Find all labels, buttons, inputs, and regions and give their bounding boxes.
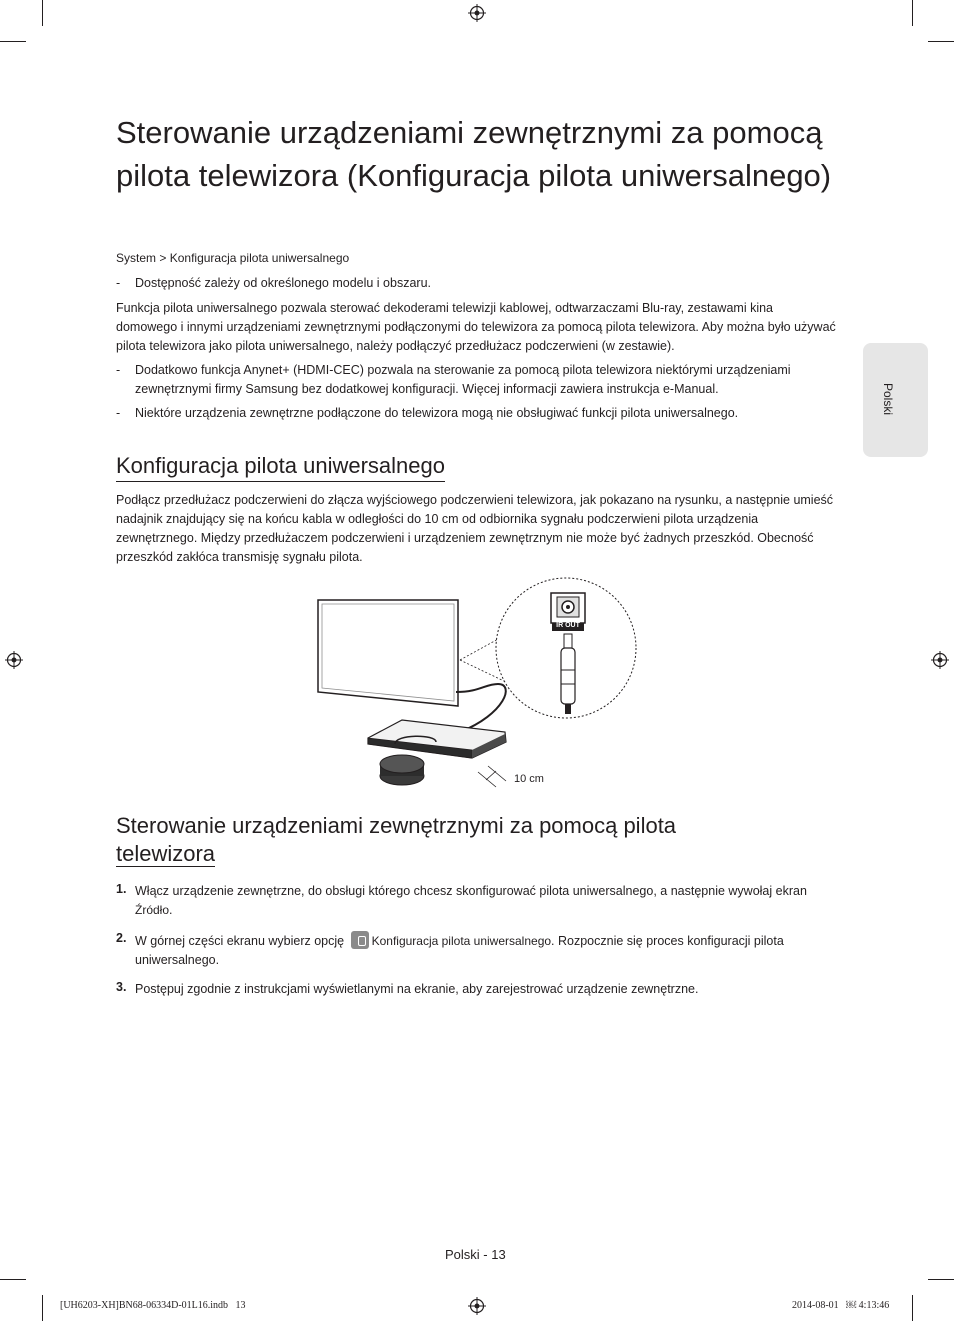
crop-mark [42,1295,43,1321]
universal-remote-setup-icon [351,931,369,949]
breadcrumb-root: System [116,251,157,265]
crop-mark [0,41,26,42]
breadcrumb-separator: > [159,251,167,265]
page-number: Polski - 13 [445,1247,506,1262]
note-text: Dodatkowo funkcja Anynet+ (HDMI-CEC) pozwala na sterowanie za pomocą pilota telewizora niektórymi urządzeniami zewnętrznymi firmy Samsung bez dodatkowej konfiguracji. Więcej informacji zawiera instrukcja [135,363,791,396]
distance-label: 10 cm [514,773,544,785]
step-text: Postępuj zgodnie z instrukcjami wyświetlanymi na ekranie, aby zarejestrować urządzenie zewnętrzne. [135,982,699,996]
ir-cable [456,684,506,732]
page-title: Sterowanie urządzeniami zewnętrznymi za pomocą pilota telewizora (Konfiguracja pilota uniwersalnego) [116,115,832,193]
language-tab-label: Polski [881,383,895,416]
section-paragraph: Podłącz przedłużacz podczerwieni do złącza wyjściowego podczerwieni telewizora, jak pokazano na rysunku, a następnie umieść nadajnik znajdujący się na końcu kabla w odległości do 10 cm od odbiornika sygnału podczerwieni pilota urządzenia zewnętrznego. Między przedłużaczem podczerwieni i urządzeniem zewnętrznym nie może być żadnych przeszkód. Obecność przeszkód zakłóca transmisję sygnału pilota. [116,493,834,564]
section-heading: Konfiguracja pilota uniwersalnego [116,452,445,482]
crop-mark [928,1279,954,1280]
step-number: 1. [116,882,127,896]
registration-mark-icon [468,4,486,22]
step-number: 3. [116,980,127,994]
breadcrumb-item: Konfiguracja pilota uniwersalnego [169,251,350,265]
print-footer-file: [UH6203-XH]BN68-06334D-01L16.indb 13 [60,1300,246,1311]
crop-mark [928,41,954,42]
port-label: IR OUT [556,622,580,629]
breadcrumb [116,251,349,265]
crop-mark [912,0,913,26]
note-text: Niektóre urządzenia zewnętrzne podłączone do telewizora mogą nie obsługiwać funkcji pilota uniwersalnego. [135,406,739,420]
registration-mark-icon [931,651,949,669]
registration-mark-icon [5,651,23,669]
section-heading [116,812,836,869]
intro-paragraph: Funkcja pilota uniwersalnego pozwala sterować dekoderami telewizji kablowej, odtwarzaczami Blu-ray, zestawami kina domowego i innymi urządzeniami zewnętrznymi podłączonymi do telewizora za pomocą pilota telewizora. Aby można było używać pilota telewizora jako pilota uniwersalnego, należy podłączyć przedłużacz podczerwieni (w zestawie). [116,301,836,353]
menu-reference: Konfiguracja pilota uniwersalnego [371,934,552,948]
menu-reference: Źródło [135,903,170,917]
step-number: 2. [116,931,127,945]
tv-illustration [318,600,458,706]
crop-mark [42,0,43,26]
registration-mark-icon [468,1297,486,1315]
language-tab [863,343,928,457]
note-text: Dostępność zależy od określonego modelu i obszaru. [135,276,432,290]
section-heading-line: Sterowanie urządzeniami zewnętrznymi za pomocą pilota [116,813,677,838]
crop-mark [0,1279,26,1280]
step-text: W górnej części ekranu wybierz opcję Konfiguracja pilota uniwersalnego. Rozpocznie się proces konfiguracji pilota uniwersalnego. [135,931,835,970]
section-heading-line: telewizora [116,841,216,866]
print-footer-timestamp: 2014-08-01 ￼ 4:13:46 [792,1300,890,1311]
crop-mark [912,1295,913,1321]
ir-extender-connection-diagram [310,574,640,800]
step-text: Włącz urządzenie zewnętrzne, do obsługi którego chcesz skonfigurować pilota uniwersalnego, a następnie wywołaj ekran Źródło. [135,884,807,917]
e-manual-reference: e-Manual [662,382,716,396]
